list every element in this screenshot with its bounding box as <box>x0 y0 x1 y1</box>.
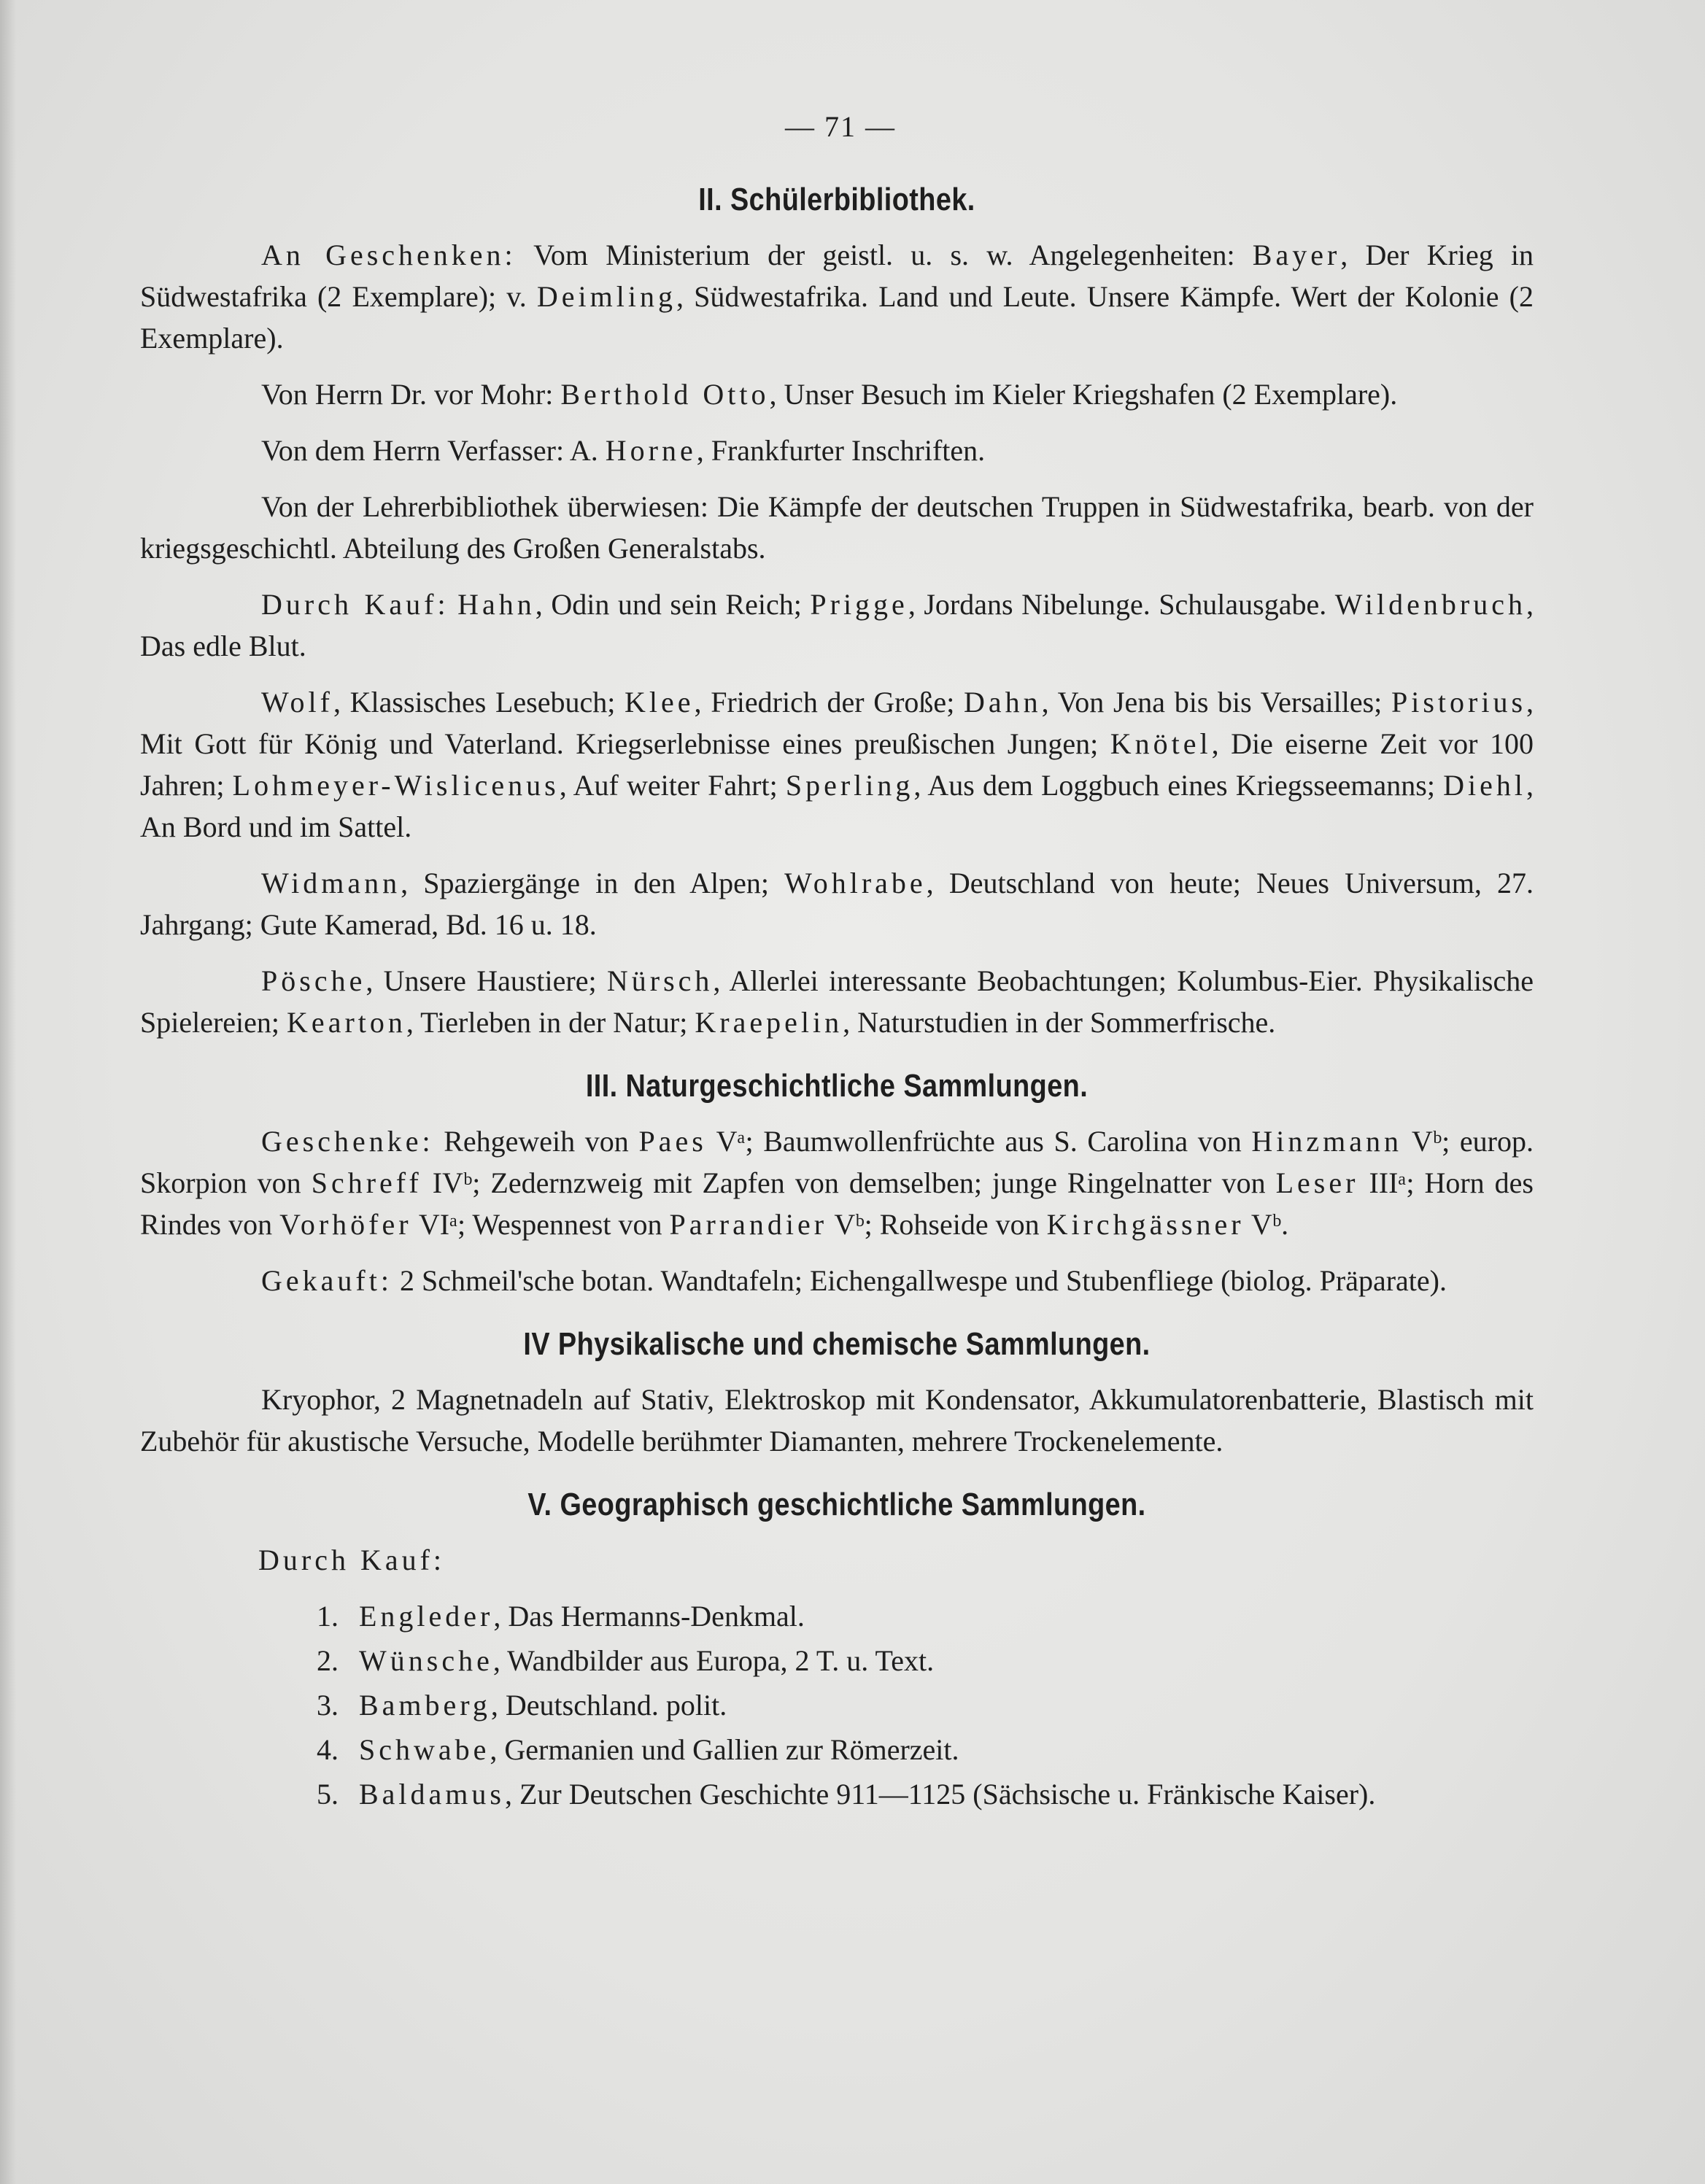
section-schuelerbibliothek <box>140 182 1534 1043</box>
section-heading: V. Geographisch geschichtliche Sammlungen. <box>527 1487 1146 1522</box>
section-heading: IV Physikalische und chemische Sammlungen. <box>523 1326 1151 1362</box>
paragraph: Von dem Herrn Verfasser: A. Horne, Frankfurter Inschriften. <box>261 434 986 467</box>
section-heading: III. Naturgeschichtliche Sammlungen. <box>585 1068 1089 1104</box>
paragraph: Wolf, Klassisches Lesebuch; Klee, Friedrich der Große; Dahn, Von Jena bis bis Versailles; Pistorius, Mit Gott für König und Vaterland. Kriegserlebnisse eines preußischen Jungen; Knötel, Die eiserne Zeit vor 100 Jahren; Lohmeyer-Wislicenus, Auf weiter Fahrt; Sperling, Aus dem Loggbuch eines Kriegsseemanns; Diehl, An Bord und im Sattel. <box>140 686 1534 843</box>
list-item: 2. Wünsche, Wandbilder aus Europa, 2 T. u. Text. <box>317 1644 935 1677</box>
section-geographie <box>140 1487 1534 1815</box>
paragraph: Geschenke: Rehgeweih von Paes Vᵃ; Baumwollenfrüchte aus S. Carolina von Hinzmann Vᵇ; europ. Skorpion von Schreff IVᵇ; Zedernzweig mit Zapfen von demselben; junge Ringelnatter von Leser IIIᵃ; Horn des Rindes von Vorhöfer VIᵃ; Wespennest von Parrandier Vᵇ; Rohseide von Kirchgässner Vᵇ. <box>140 1125 1534 1241</box>
section-naturgeschichte <box>140 1068 1534 1301</box>
paragraph: Widmann, Spaziergänge in den Alpen; Wohlrabe, Deutschland von heute; Neues Universum, 27. Jahrgang; Gute Kamerad, Bd. 16 u. 18. <box>140 867 1534 941</box>
page-edge-shadow <box>0 0 16 2184</box>
paragraph: Durch Kauf: Hahn, Odin und sein Reich; Prigge, Jordans Nibelunge. Schulausgabe. Wildenbruch, Das edle Blut. <box>140 588 1534 662</box>
list-item: 3. Bamberg, Deutschland. polit. <box>317 1689 727 1722</box>
purchase-list <box>140 1595 1534 1815</box>
list-intro: Durch Kauf: <box>258 1544 446 1576</box>
section-physik <box>140 1326 1534 1462</box>
list-item: 1. Engleder, Das Hermanns-Denkmal. <box>317 1600 805 1633</box>
list-item: 5. Baldamus, Zur Deutschen Geschichte 911—1125 (Sächsische u. Fränkische Kaiser). <box>317 1778 1376 1811</box>
paragraph: Von der Lehrerbibliothek überwiesen: Die Kämpfe der deutschen Truppen in Südwestafrika, bearb. von der kriegsgeschichtl. Abteilung des Großen Generalstabs. <box>140 490 1534 565</box>
list-item: 4. Schwabe, Germanien und Gallien zur Römerzeit. <box>317 1733 959 1766</box>
page-number: — 71 — <box>785 110 896 143</box>
paragraph: Von Herrn Dr. vor Mohr: Berthold Otto, Unser Besuch im Kieler Kriegshafen (2 Exemplare). <box>261 378 1398 411</box>
page-content <box>140 109 1534 1840</box>
paragraph: Gekauft: 2 Schmeil'sche botan. Wandtafeln; Eichengallwespe und Stubenfliege (biolog. Präparate). <box>261 1264 1447 1297</box>
paragraph: An Geschenken: Vom Ministerium der geistl. u. s. w. Angelegenheiten: Bayer, Der Krieg in Südwestafrika (2 Exemplare); v. Deimling, Südwestafrika. Land und Leute. Unsere Kämpfe. Wert der Kolonie (2 Exemplare). <box>140 239 1534 355</box>
section-heading: II. Schülerbibliothek. <box>698 182 975 217</box>
paragraph: Kryophor, 2 Magnetnadeln auf Stativ, Elektroskop mit Kondensator, Akkumulatorenbatterie, Blastisch mit Zubehör für akustische Versuche, Modelle berühmter Diamanten, mehrere Trockenelemente. <box>140 1383 1534 1457</box>
paragraph: Pösche, Unsere Haustiere; Nürsch, Allerlei interessante Beobachtungen; Kolumbus-Eier. Physikalische Spielereien; Kearton, Tierleben in der Natur; Kraepelin, Naturstudien in der Sommerfrische. <box>140 964 1534 1039</box>
